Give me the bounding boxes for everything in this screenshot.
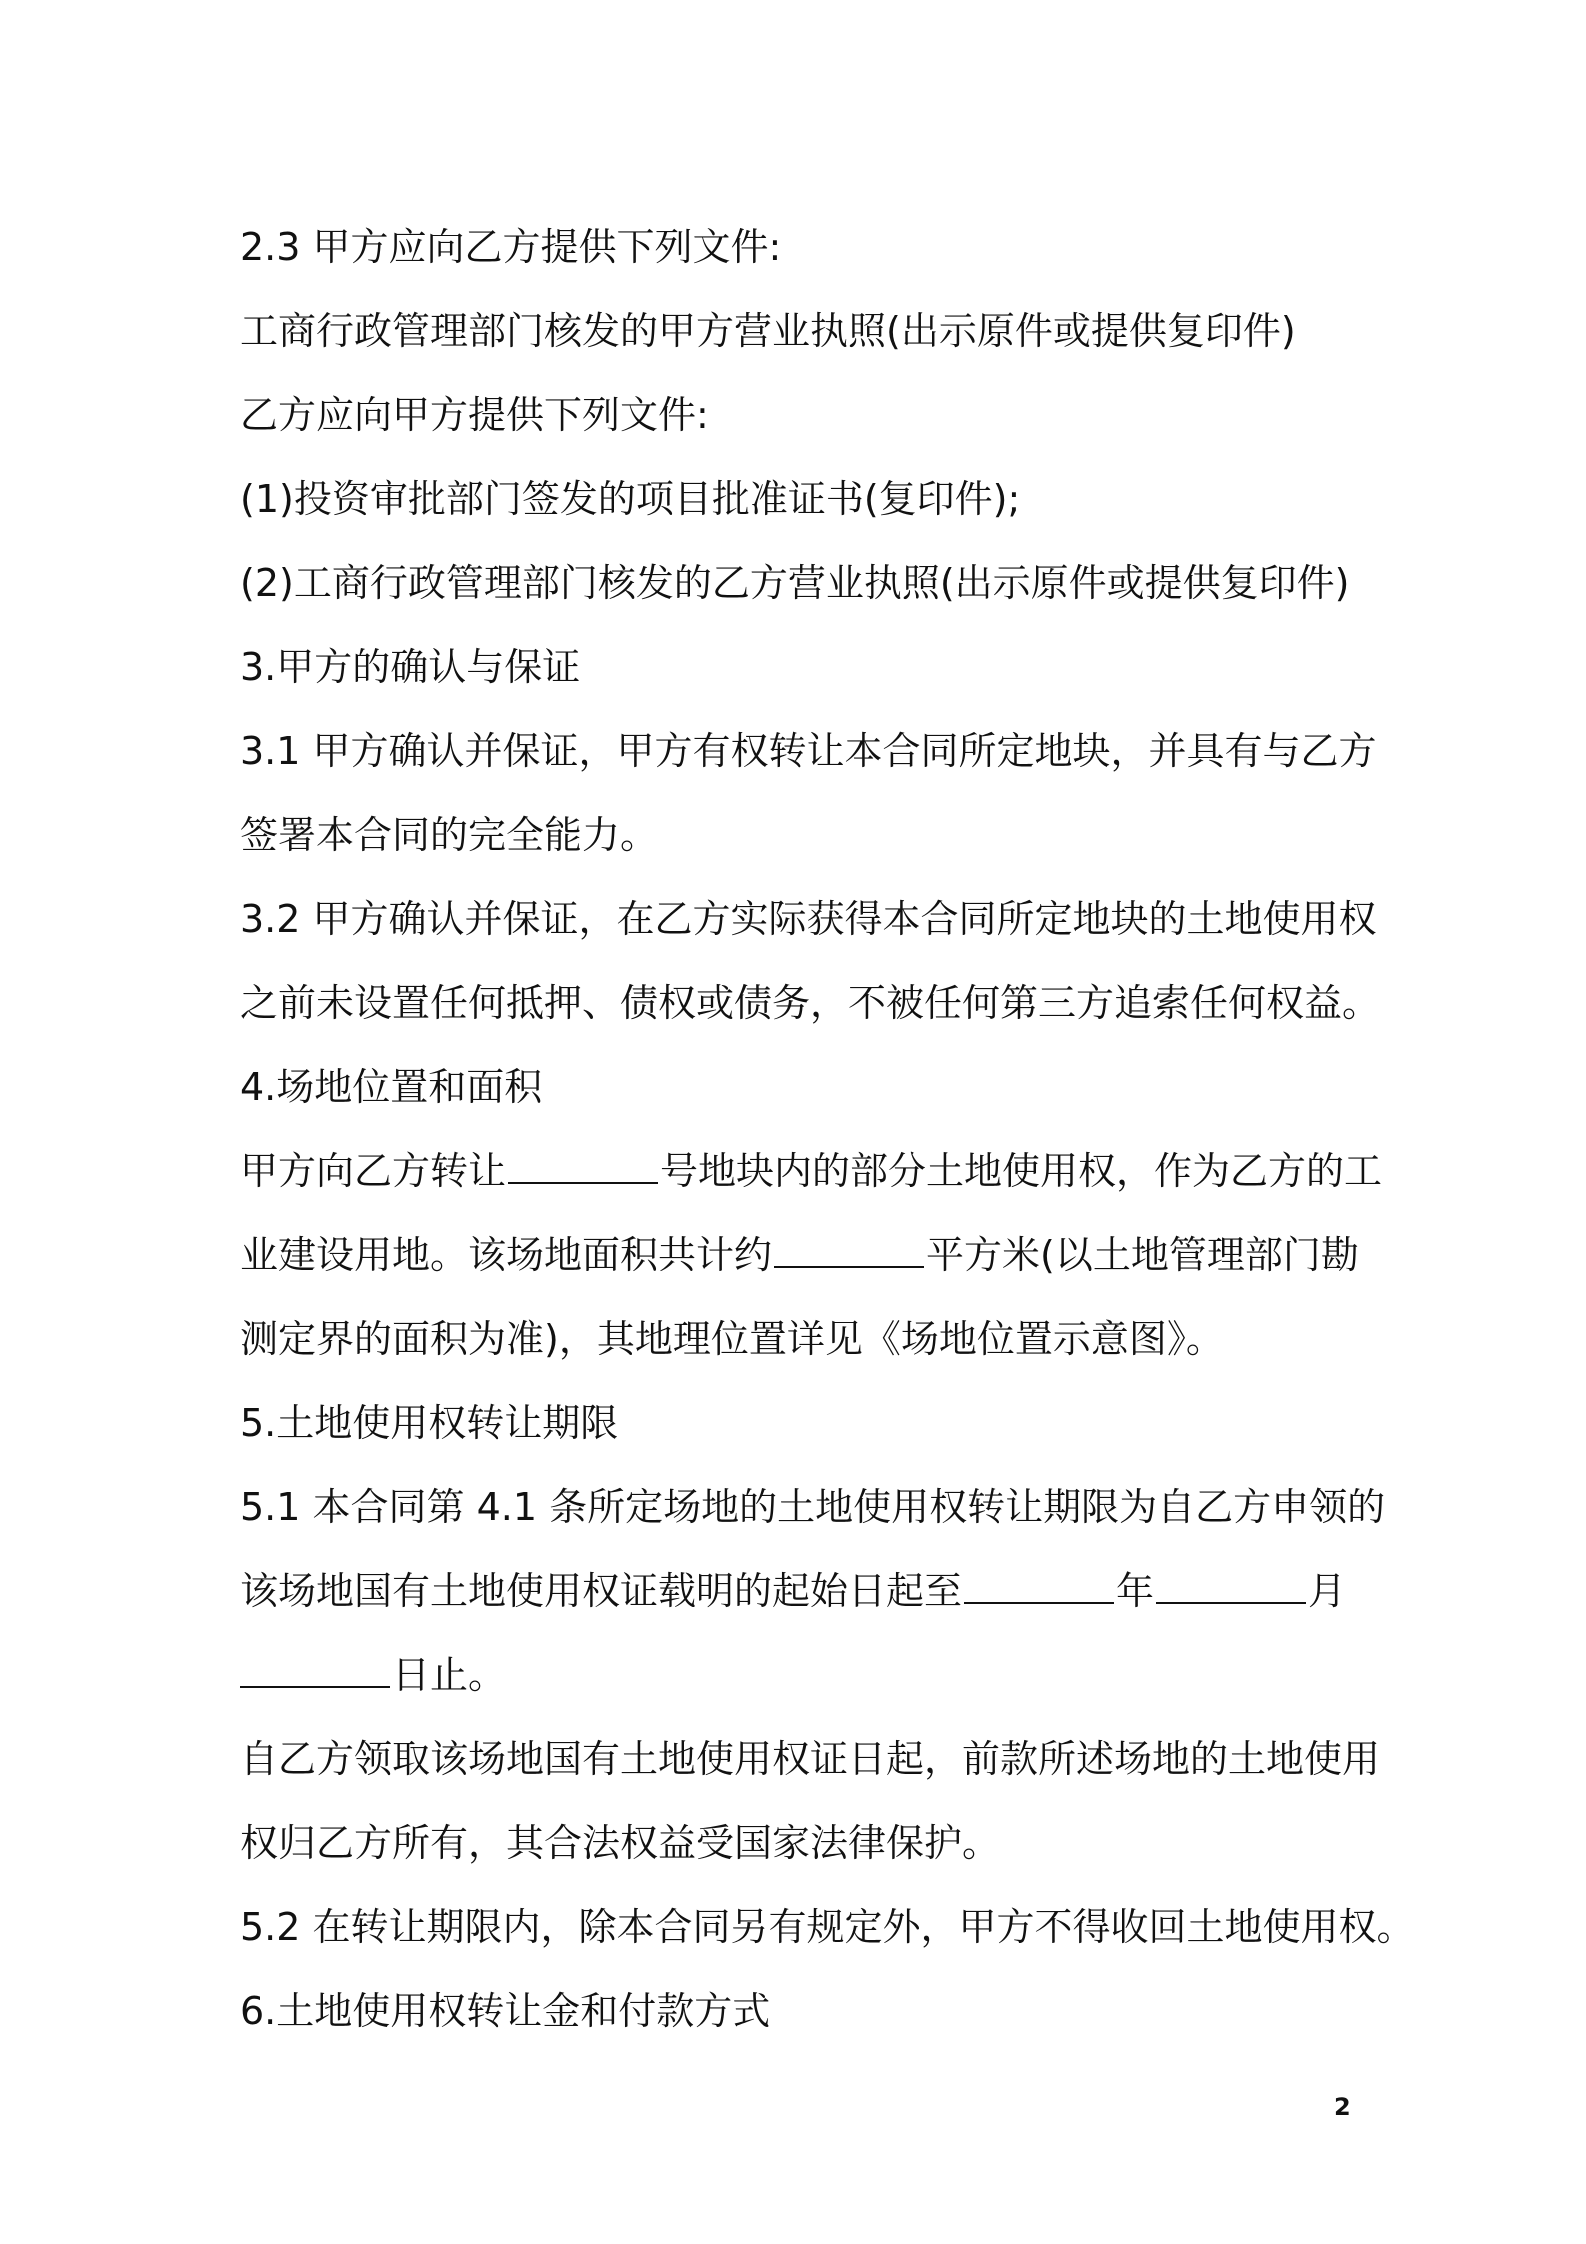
text-line: 乙方应向甲方提供下列文件: (240, 393, 709, 437)
text-segment: 号地块内的部分土地使用权，作为乙方的工 (660, 1149, 1383, 1193)
list-item: (2)工商行政管理部门核发的乙方营业执照(出示原件或提供复印件) (240, 561, 1350, 605)
text-line: 自乙方领取该场地国有土地使用权证日起，前款所述场地的土地使用 (240, 1737, 1381, 1781)
section-heading: 3.甲方的确认与保证 (240, 645, 581, 689)
text-line: 签署本合同的完全能力。 (240, 813, 659, 857)
section-heading: 5.土地使用权转让期限 (240, 1401, 619, 1445)
text-segment: 该场地国有土地使用权证载明的起始日起至 (240, 1569, 963, 1613)
text-segment: 平方米(以土地管理部门勘 (926, 1233, 1359, 1277)
text-line (240, 1549, 1355, 1633)
text-line (240, 1213, 1359, 1297)
text-line: 工商行政管理部门核发的甲方营业执照(出示原件或提供复印件) (240, 309, 1296, 353)
text-line: 5.2 在转让期限内，除本合同另有规定外，甲方不得收回土地使用权。 (240, 1905, 1415, 1949)
fill-in-blank (1156, 1568, 1306, 1604)
text-line: 3.1 甲方确认并保证，甲方有权转让本合同所定地块，并具有与乙方 (240, 729, 1377, 773)
text-line: 5.1 本合同第 4.1 条所定场地的土地使用权转让期限为自乙方申领的 (240, 1485, 1386, 1529)
fill-in-blank (774, 1232, 924, 1268)
text-segment: 日止。 (392, 1653, 507, 1697)
text-segment: 业建设用地。该场地面积共计约 (240, 1233, 773, 1277)
text-line (240, 1129, 1383, 1213)
text-line: 之前未设置任何抵押、债权或债务，不被任何第三方追索任何权益。 (240, 981, 1381, 1025)
list-item: (1)投资审批部门签发的项目批准证书(复印件); (240, 477, 1021, 521)
section-heading: 6.土地使用权转让金和付款方式 (240, 1989, 771, 2033)
page-number: 2 (1334, 2093, 1351, 2121)
fill-in-blank (240, 1652, 390, 1688)
text-segment: 月 (1308, 1569, 1347, 1613)
fill-in-blank (508, 1148, 658, 1184)
clause-2-3-heading: 2.3 甲方应向乙方提供下列文件: (240, 225, 782, 269)
text-line (240, 1633, 1355, 1717)
text-segment: 年 (1116, 1569, 1155, 1613)
fill-in-blank (964, 1568, 1114, 1604)
text-line: 权归乙方所有，其合法权益受国家法律保护。 (240, 1821, 1001, 1865)
page-body (240, 205, 1415, 2053)
text-line: 3.2 甲方确认并保证，在乙方实际获得本合同所定地块的土地使用权 (240, 897, 1377, 941)
text-segment: 甲方向乙方转让 (240, 1149, 507, 1193)
section-heading: 4.场地位置和面积 (240, 1065, 543, 1109)
text-line: 测定界的面积为准)，其地理位置详见《场地位置示意图》。 (240, 1317, 1224, 1361)
